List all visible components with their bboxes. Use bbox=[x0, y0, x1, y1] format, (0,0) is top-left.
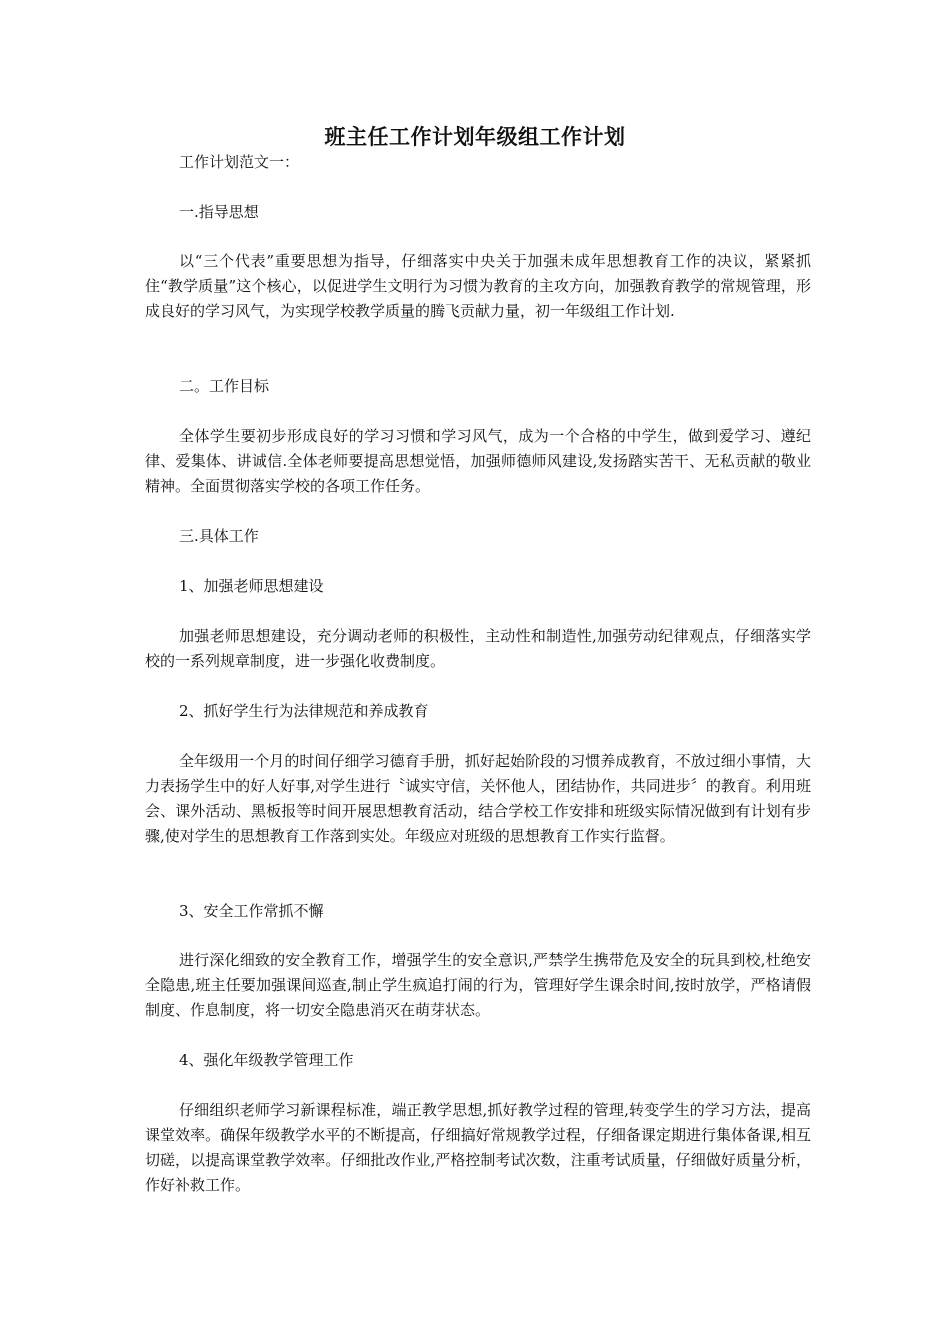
paragraph-safety-work: 进行深化细致的安全教育工作，增强学生的安全意识,严禁学生携带危及安全的玩具到校,杜绝安全隐患,班主任要加强课间巡查,制止学生疯追打闹的行为，管理好学生课余时间,按时放学，严格请假制度、作息制度，将一切安全隐患消灭在萌芽状态。 bbox=[145, 951, 811, 1019]
paragraph-teacher-ideology: 加强老师思想建设，充分调动老师的积极性，主动性和制造性,加强劳动纪律观点，仔细落实学校的一系列规章制度，进一步强化收费制度。 bbox=[145, 627, 811, 670]
paragraph-work-goals: 全体学生要初步形成良好的学习习惯和学习风气，成为一个合格的中学生，做到爱学习、遵纪律、爱集体、讲诚信.全体老师要提高思想觉悟，加强师德师风建设,发扬踏实苦干、无私贡献的敬业精神。全面贯彻落实学校的各项工作任务。 bbox=[145, 427, 811, 495]
intro-label: 工作计划范文一： bbox=[179, 153, 300, 171]
subheading-student-behavior: 2、抓好学生行为法律规范和养成教育 bbox=[179, 702, 429, 720]
paragraph-teaching-management: 仔细组织老师学习新课程标准，端正教学思想,抓好教学过程的管理,转变学生的学习方法，提高课堂效率。确保年级教学水平的不断提高，仔细搞好常规教学过程，仔细备课定期进行集体备课,相互切磋，以提高课堂教学效率。仔细批改作业,严格控制考试次数，注重考试质量，仔细做好质量分析，作好补救工作。 bbox=[145, 1101, 811, 1194]
paragraph-guiding-thought: 以“三个代表”重要思想为指导，仔细落实中央关于加强未成年思想教育工作的决议，紧紧抓住“教学质量”这个核心，以促进学生文明行为习惯为教育的主攻方向，加强教育教学的常规管理，形成良好的学习风气，为实现学校教学质量的腾飞贡献力量，初一年级组工作计划. bbox=[145, 252, 811, 320]
subheading-teacher-ideology: 1、加强老师思想建设 bbox=[179, 577, 324, 595]
document-title: 班主任工作计划年级组工作计划 bbox=[324, 124, 626, 149]
subheading-safety-work: 3、安全工作常抓不懈 bbox=[179, 902, 324, 920]
subheading-teaching-management: 4、强化年级教学管理工作 bbox=[179, 1051, 354, 1069]
section-heading-guiding-thought: 一.指导思想 bbox=[179, 203, 259, 221]
section-heading-specific-work: 三.具体工作 bbox=[179, 527, 259, 545]
section-heading-work-goals: 二。工作目标 bbox=[179, 377, 270, 395]
paragraph-student-behavior: 全年级用一个月的时间仔细学习德育手册，抓好起始阶段的习惯养成教育，不放过细小事情，大力表扬学生中的好人好事,对学生进行〝诚实守信，关怀他人，团结协作，共同进步〞的教育。利用班会、课外活动、黑板报等时间开展思想教育活动，结合学校工作安排和班级实际情况做到有计划有步骤,使对学生的思想教育工作落到实处。年级应对班级的思想教育工作实行监督。 bbox=[145, 752, 811, 845]
